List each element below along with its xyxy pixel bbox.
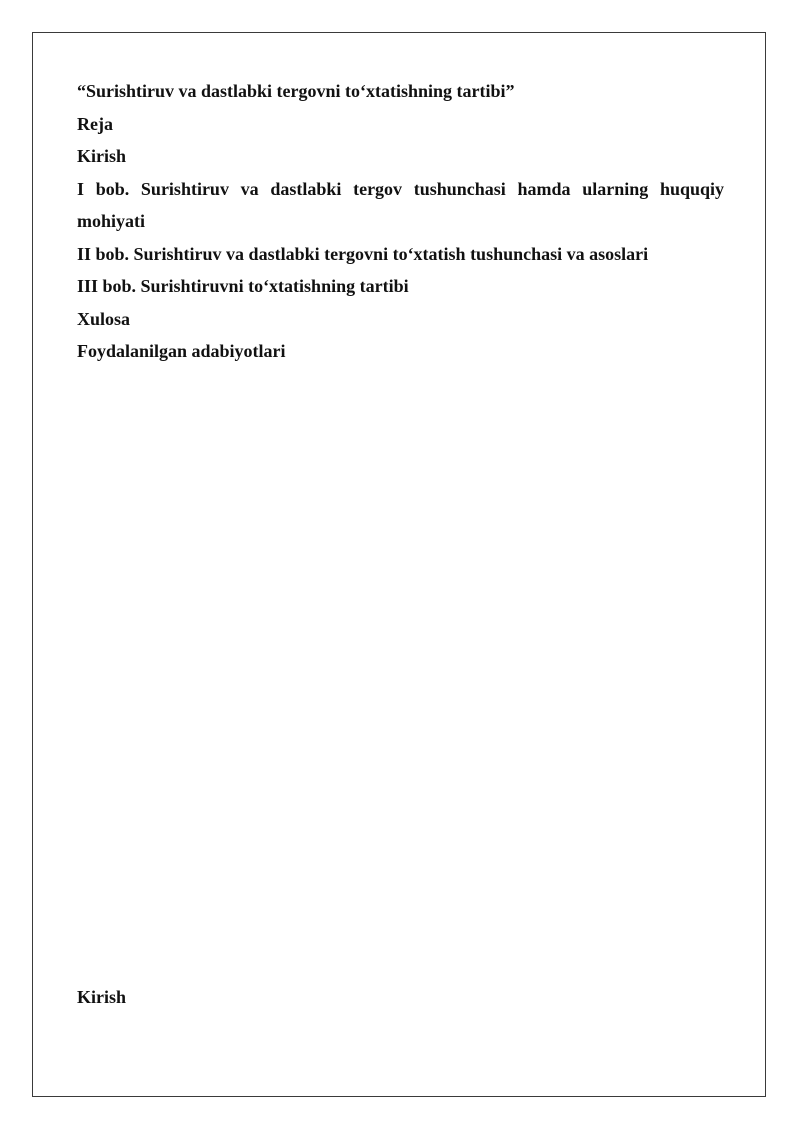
toc-item-intro: Kirish — [77, 146, 127, 166]
section-heading-intro: Kirish — [77, 987, 127, 1007]
toc-item-conclusion: Xulosa — [77, 308, 131, 329]
toc-item-references: Foydalanilgan adabiyotlari — [77, 341, 286, 361]
document-page — [32, 32, 766, 1097]
toc-item-chapter-2: II bob. Surishtiruv va dastlabki tergovni to‘xtatish tushunchasi va asoslari — [77, 243, 649, 264]
plan-heading: Reja — [77, 113, 113, 134]
toc-item-chapter-3: III bob. Surishtiruvni to‘xtatishning tartibi — [77, 276, 409, 296]
toc-item-chapter-1: I bob. Surishtiruv va dastlabki tergov tushunchasi hamda ularning huquqiy — [77, 178, 724, 199]
page-content — [77, 75, 724, 368]
document-title: “Surishtiruv va dastlabki tergovni to‘xtatishning tartibi” — [77, 81, 515, 101]
toc-item-chapter-1-continued: mohiyati — [77, 211, 146, 231]
